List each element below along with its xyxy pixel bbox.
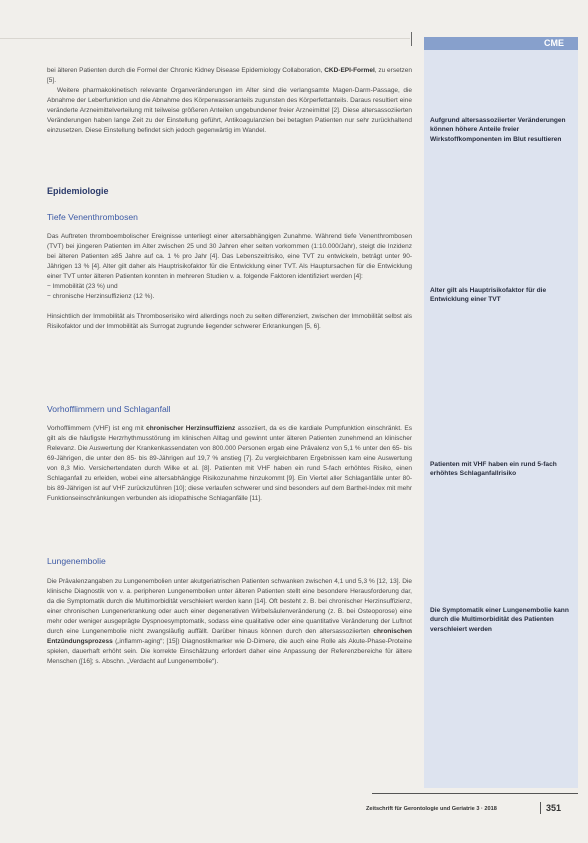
tvt-bullet-1: − Immobilität (23 %) und	[47, 283, 118, 290]
margin-sidebar	[424, 50, 578, 788]
crop-mark	[411, 32, 412, 46]
margin-note-1: Aufgrund altersassoziierter Veränderungen können höhere Anteile freier Wirkstoffkomponenten im Blut resultieren	[430, 117, 566, 143]
le-text-end: („inflamm-aging“; [15]) Diagnostikmarker wie D-Dimere, die auch eine Rolle als Akute-Phase-Proteine spielen, dauerhaft erhöht sein. Die korrekte Einschätzung erfordert daher eine Anpassung der Referenzbereiche für ältere Menschen ([16]; s. Abschn. „Verdacht auf Lungenembolie“).	[47, 638, 412, 665]
ckd-epi-term: CKD-EPI-Formel	[324, 67, 375, 74]
vhf-heading: Vorhofflimmern und Schlaganfall	[47, 404, 171, 414]
le-block	[47, 577, 412, 667]
page-number: 351	[546, 803, 562, 813]
le-paragraph	[47, 577, 412, 667]
vhf-term: chronischer Herzinsuffizienz	[146, 425, 236, 432]
le-term: chronischen Entzündungsprozess	[47, 628, 412, 645]
intro-text: bei älteren Patienten durch die Formel der Chronic Kidney Disease Epidemiology Collaboration,	[47, 67, 323, 74]
journal-footer: Zeitschrift für Gerontologie und Geriatrie 3 · 2018	[366, 806, 497, 812]
margin-note-3: Patienten mit VHF haben ein rund 5-fach erhöhtes Schlaganfallrisiko	[430, 461, 557, 478]
vhf-block	[47, 424, 412, 504]
intro-paragraph-2: Weitere pharmakokinetisch relevante Organveränderungen im Alter sind die verlangsamte Magen-Darm-Passage, die Abnahme der Leberfunktion und die Abnahme des Körperwasseranteils zugunsten des Körperfettanteils. Daraus resultiert eine veränderte Arzneimittelverteilung mit teilweise größeren Anteilen ungebundener freier Arzneimittel [2]. Diese altersassoziierten Veränderungen haben lange Zeit zu der Einstellung geführt, Antikoagulanzien bei betagten Patienten nur sehr zurückhaltend einzusetzen. Diese Einstellung befindet sich jedoch gegenwärtig im Wandel.	[47, 87, 412, 134]
le-heading: Lungenembolie	[47, 556, 106, 566]
footer-rule	[372, 793, 578, 794]
intro-paragraph-1	[47, 66, 412, 86]
margin-note-2: Alter gilt als Hauptrisikofaktor für die Entwicklung einer TVT	[430, 287, 547, 304]
vhf-paragraph	[47, 424, 412, 504]
tvt-heading: Tiefe Venenthrombosen	[47, 212, 138, 222]
le-text-start: Die Prävalenzangaben zu Lungenembolien unter akutgeriatrischen Patienten schwanken zwischen 4,1 und 5,3 % [12, 13]. Die klinische Diagnostik von v. a. peripheren Lungenembolien unter älteren Patienten stellt eine besondere Herausforderung dar, da die Symptomatik durch die Multimorbidität verschleiert werden kann [14]. Oft besteht z. B. bei chronischer Herzinsuffizienz, einer chronischen Lungenerkrankung oder auch einer degenerativen Wirbelsäulenveränderung (z. B. bei Osteoporose) eine mehr oder weniger ausgeprägte Dyspnoesymptomatik, sodass eine qualitative oder eine quantitative Veränderung der Luftnot durch eine Lungenembolie nicht zwangsläufig auffällt. Darüber hinaus können durch den altersassoziierten	[47, 578, 412, 635]
tvt-block	[47, 232, 412, 332]
intro-text-end: , zu ersetzen [5].	[47, 67, 412, 84]
section-heading: Epidemiologie	[47, 186, 109, 196]
cme-badge: CME	[424, 37, 578, 50]
top-rule	[0, 38, 410, 39]
intro-block	[47, 66, 412, 136]
vhf-text-start: Vorhofflimmern (VHF) ist eng mit	[47, 425, 147, 432]
vhf-text-end: assoziiert, da es die kardiale Pumpfunktion einschränkt. Es gilt als die häufigste Herzrhythmusstörung im klinischen Alltag und gewinnt unter älteren Patienten zunehmend an klinischer Relevanz. Die Auswertung der Krankenkassendaten von 800.000 Personen ergab eine Prävalenz von 5,1 % unter den 65- bis 69-Jährigen, die unter den 85- bis 89-Jährigen auf 19,7 % anstieg [7]. Zu vergleichbaren Ergebnissen kam eine Auswertung von 8,3 Mio. Versichertendaten durch Wilke et al. [8]. Patienten mit VHF haben ein rund 5-fach erhöhtes Risiko, einen Schlaganfall zu erleiden, wobei eine altersabhängige Risikozunahme hinzukommt [9]. Ein Viertel aller Schlaganfälle unter 80- bis 89-Jährigen ist auf VHF zurückzuführen [10]; diese verlaufen schwerer und sind besonders auf dem Barthel-Index mit mehr Funktionseinschränkungen verbunden als idiopathische Schlaganfälle [11].	[47, 425, 413, 502]
tvt-paragraph-2: Hinsichtlich der Immobilität als Thromboserisiko wird allerdings noch zu selten differenziert, zwischen der Immobilität selbst als Risikofaktor und der Immobilität als Surrogat zugrunde liegender schwerer Erkrankungen [5, 6].	[47, 313, 412, 330]
margin-note-4: Die Symptomatik einer Lungenembolie kann durch die Multimorbidität des Patienten verschleiert werden	[430, 607, 569, 633]
tvt-bullet-2: − chronische Herzinsuffizienz (12 %).	[47, 293, 155, 300]
tvt-paragraph-1: Das Auftreten thromboembolischer Ereignisse unterliegt einer altersabhängigen Zunahme. Während tiefe Venenthrombosen (TVT) bei jüngeren Patienten im Alter zwischen 25 und 30 Jahren eher selten vorkommen (1:10.000/Jahr), steigt die Inzidenz bei älteren Patienten ≥85 Jahre auf ca. 1 % pro Jahr [4]. Das Lebenszeitrisiko, eine TVT zu entwickeln, beträgt unter 90-Jährigen 13 % [4]. Alter gilt daher als Hauptrisikofaktor für die Entwicklung einer TVT. Als Hauptursachen für die Entwicklung einer TVT unter älteren Patienten konnten in mehreren Studien v. a. folgende Faktoren identifiziert werden [4]:	[47, 233, 412, 280]
footer-separator	[540, 802, 541, 814]
